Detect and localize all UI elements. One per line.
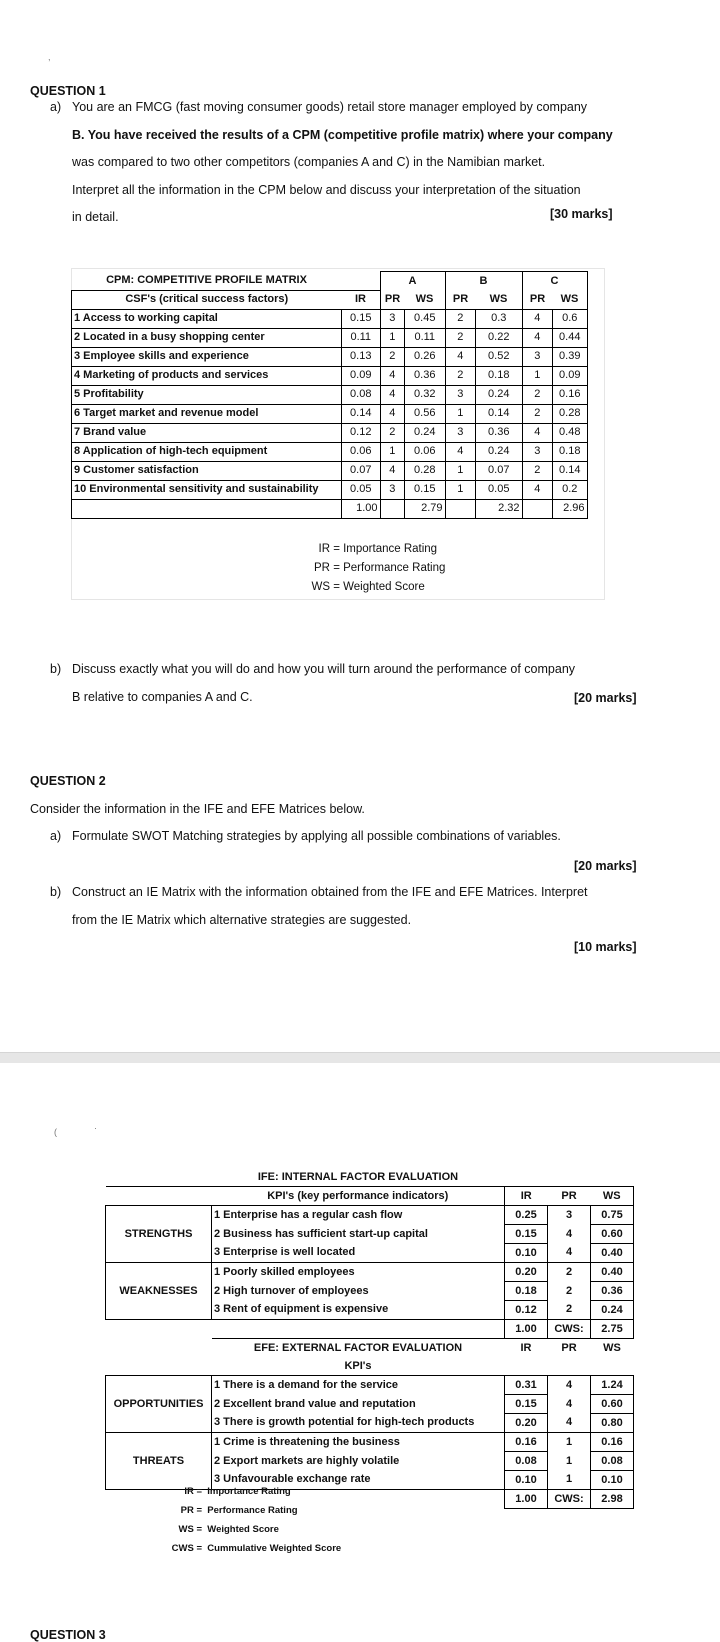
- ife-col-ir: IR: [505, 1187, 548, 1206]
- ife-legend-cws-value: Cummulative Weighted Score: [207, 1543, 342, 1554]
- ife-strengths: [106, 1206, 634, 1263]
- cpm-total-ir: 1.00: [342, 499, 381, 518]
- efe-col-ir: IR: [520, 1341, 532, 1354]
- opportunity-row: [106, 1414, 634, 1433]
- q1b-label: b): [50, 662, 62, 676]
- strength-kpi: 2 Business has sufficient start-up capital: [212, 1225, 505, 1244]
- weakness-ir: 0.12: [505, 1301, 548, 1320]
- q1a-text: [72, 94, 632, 232]
- cpm-c-ws: 0.2: [553, 480, 588, 499]
- strength-ws: 0.60: [591, 1225, 634, 1244]
- ife-legend-pr-key: PR =: [180, 1505, 202, 1516]
- cpm-col-a-pr: PR: [380, 290, 405, 309]
- cpm-a-ws: 0.15: [405, 480, 446, 499]
- cpm-company-c: C: [522, 272, 587, 291]
- q2-intro: Consider the information in the IFE and EFE Matrices below.: [30, 802, 365, 816]
- opportunity-ir: 0.15: [505, 1395, 548, 1414]
- cpm-csf: 9 Customer satisfaction: [72, 461, 342, 480]
- scan-mark: ,: [48, 52, 51, 62]
- strength-label-space: [106, 1206, 212, 1225]
- cpm-b-pr: 3: [445, 423, 476, 442]
- weakness-label-space: [106, 1301, 212, 1320]
- weakness-ws: 0.36: [591, 1282, 634, 1301]
- cpm-subtitle: CSF's (critical success factors): [72, 290, 342, 309]
- opportunity-ws: 0.80: [591, 1414, 634, 1433]
- q2a-label: a): [50, 829, 62, 843]
- weakness-kpi: 1 Poorly skilled employees: [212, 1263, 505, 1282]
- opportunity-pr: 4: [548, 1414, 591, 1433]
- threat-ws: 0.16: [591, 1433, 634, 1452]
- cpm-b-ws: 0.3: [476, 309, 523, 328]
- opportunity-kpi: 2 Excellent brand value and reputation: [212, 1395, 505, 1414]
- strength-kpi: 3 Enterprise is well located: [212, 1244, 505, 1263]
- efe-subtitle: KPI's: [344, 1359, 372, 1372]
- ife-subtitle: KPI's (key performance indicators): [212, 1187, 505, 1206]
- q2b-label: b): [50, 885, 62, 899]
- threat-kpi: 3 Unfavourable exchange rate: [212, 1471, 505, 1490]
- cpm-a-ws: 0.06: [405, 442, 446, 461]
- cpm-b-ws: 0.05: [476, 480, 523, 499]
- cpm-c-ws: 0.14: [553, 461, 588, 480]
- cpm-b-pr: 2: [445, 328, 476, 347]
- cpm-row: [72, 366, 588, 385]
- weakness-ir: 0.20: [505, 1263, 548, 1282]
- cpm-c-pr: 2: [522, 385, 553, 404]
- weakness-kpi: 2 High turnover of employees: [212, 1282, 505, 1301]
- ife-title: IFE: INTERNAL FACTOR EVALUATION: [257, 1170, 459, 1183]
- cpm-csf: 3 Employee skills and experience: [72, 347, 342, 366]
- threat-pr: 1: [548, 1471, 591, 1490]
- cpm-ir: 0.09: [342, 366, 381, 385]
- cpm-legend: [300, 540, 445, 597]
- cpm-a-ws: 0.28: [405, 461, 446, 480]
- cpm-col-c-pr: PR: [522, 290, 553, 309]
- ife-efe-table: [105, 1168, 634, 1509]
- ife-total-ir: 1.00: [505, 1320, 548, 1339]
- cpm-ir: 0.15: [342, 309, 381, 328]
- cpm-col-a-ws: WS: [415, 292, 434, 305]
- cpm-a-pr: 2: [380, 347, 405, 366]
- cpm-c-pr: 4: [522, 423, 553, 442]
- cpm-csf: 5 Profitability: [72, 385, 342, 404]
- cpm-ir: 0.05: [342, 480, 381, 499]
- cpm-c-pr: 3: [522, 442, 553, 461]
- weakness-label-space: [106, 1263, 212, 1282]
- cpm-row: [72, 423, 588, 442]
- cpm-row: [72, 385, 588, 404]
- cpm-legend-pr: PR = Performance Rating: [300, 559, 445, 578]
- strength-ws: 0.40: [591, 1244, 634, 1263]
- cpm-row: [72, 480, 588, 499]
- cpm-row: [72, 347, 588, 366]
- cpm-c-ws: 0.28: [553, 404, 588, 423]
- threat-ws: 0.08: [591, 1452, 634, 1471]
- q2b-text: [72, 879, 642, 934]
- cpm-b-ws: 0.22: [476, 328, 523, 347]
- cpm-c-ws: 0.44: [553, 328, 588, 347]
- cpm-ir: 0.12: [342, 423, 381, 442]
- threat-pr: 1: [565, 1454, 573, 1467]
- threat-row: [106, 1433, 634, 1452]
- strength-label: STRENGTHS: [106, 1225, 212, 1244]
- q2b-line-1: Construct an IE Matrix with the information obtained from the IFE and EFE Matrices. Interpret: [72, 885, 588, 899]
- strength-ws: 0.75: [591, 1206, 634, 1225]
- cpm-ir: 0.06: [342, 442, 381, 461]
- strength-ir: 0.15: [505, 1225, 548, 1244]
- cpm-b-ws: 0.24: [476, 385, 523, 404]
- cpm-b-pr: 4: [445, 347, 476, 366]
- cpm-legend-ws-value: Weighted Score: [343, 581, 425, 593]
- cpm-ir: 0.07: [342, 461, 381, 480]
- question-2-title: QUESTION 2: [30, 774, 106, 788]
- cpm-a-pr: 2: [380, 423, 405, 442]
- q1a-line-5: in detail.: [72, 210, 119, 224]
- cpm-legend-ir-key: IR: [318, 543, 330, 555]
- opportunity-ws: 1.24: [591, 1376, 634, 1395]
- cpm-csf: 10 Environmental sensitivity and sustainability: [72, 480, 342, 499]
- cpm-b-ws: 0.14: [476, 404, 523, 423]
- cpm-a-pr: 3: [380, 480, 405, 499]
- cpm-c-ws: 0.18: [553, 442, 588, 461]
- weakness-ws: 0.40: [591, 1263, 634, 1282]
- cpm-col-ir: IR: [342, 290, 381, 309]
- cpm-csf: 7 Brand value: [72, 423, 342, 442]
- weakness-row: [106, 1301, 634, 1320]
- cpm-b-pr: 4: [445, 442, 476, 461]
- q1a-line-3: was compared to two other competitors (companies A and C) in the Namibian market.: [72, 155, 546, 169]
- cpm-a-ws: 0.36: [405, 366, 446, 385]
- efe-threats: [106, 1433, 634, 1490]
- cpm-row: [72, 404, 588, 423]
- cpm-row: [72, 328, 588, 347]
- weakness-kpi: 3 Rent of equipment is expensive: [212, 1301, 505, 1320]
- ife-legend-ws-value: Weighted Score: [207, 1524, 279, 1535]
- efe-cws-label: CWS:: [548, 1490, 591, 1509]
- cpm-c-ws: 0.6: [553, 309, 588, 328]
- ife-col-pr: PR: [548, 1187, 591, 1206]
- strength-row: [106, 1206, 634, 1225]
- cpm-ir: 0.13: [342, 347, 381, 366]
- cpm-legend-pr-value: Performance Rating: [343, 562, 446, 574]
- cpm-c-ws: 0.09: [553, 366, 588, 385]
- cpm-b-pr: 1: [445, 480, 476, 499]
- cpm-a-ws: 0.26: [405, 347, 446, 366]
- cpm-company-a: A: [380, 272, 445, 291]
- question-3-title: QUESTION 3: [30, 1628, 106, 1642]
- cpm-legend-ir: IR = Importance Rating: [300, 540, 445, 559]
- strength-pr: 3: [548, 1206, 591, 1225]
- threat-ws: 0.10: [591, 1471, 634, 1490]
- q2a-text: Formulate SWOT Matching strategies by applying all possible combinations of variables.: [72, 829, 561, 843]
- opportunity-kpi: 1 There is a demand for the service: [212, 1376, 505, 1395]
- cpm-c-pr: 2: [522, 461, 553, 480]
- cpm-a-ws: 0.24: [405, 423, 446, 442]
- cpm-c-pr: 2: [522, 404, 553, 423]
- opportunity-pr: 4: [565, 1397, 573, 1410]
- ife-cws: 2.75: [591, 1320, 634, 1339]
- scan-mark-3: ·: [94, 1123, 97, 1133]
- cpm-c-pr: 4: [522, 309, 553, 328]
- weakness-pr: 2: [548, 1263, 591, 1282]
- q1a-line-1: You are an FMCG (fast moving consumer goods) retail store manager employed by company: [72, 100, 588, 114]
- threat-label: THREATS: [106, 1452, 212, 1471]
- cpm-col-b-ws: WS: [489, 292, 508, 305]
- ife-col-ws: WS: [591, 1187, 634, 1206]
- cpm-b-ws: 0.36: [476, 423, 523, 442]
- cpm-a-pr: 4: [380, 404, 405, 423]
- q1b-line-2: B relative to companies A and C.: [72, 689, 253, 704]
- cpm-b-ws: 0.52: [476, 347, 523, 366]
- ife-legend-cws-key: CWS =: [171, 1543, 202, 1554]
- cpm-company-b: B: [445, 272, 522, 291]
- ife-legend-ir: [150, 1482, 341, 1501]
- cpm-b-ws: 0.18: [476, 366, 523, 385]
- cpm-total-a-ws: 2.79: [405, 499, 446, 518]
- opportunity-label: OPPORTUNITIES: [106, 1395, 212, 1414]
- cpm-c-ws: 0.48: [553, 423, 588, 442]
- strength-ir: 0.25: [505, 1206, 548, 1225]
- q2b-marks: [10 marks]: [574, 940, 637, 954]
- strength-ir: 0.10: [505, 1244, 548, 1263]
- q2a-marks: [20 marks]: [574, 859, 637, 873]
- cpm-legend-ws-key: WS: [311, 581, 330, 593]
- weakness-row: [106, 1263, 634, 1282]
- cpm-a-pr: 4: [380, 461, 405, 480]
- cpm-title: CPM: COMPETITIVE PROFILE MATRIX: [106, 274, 307, 286]
- efe-title: EFE: EXTERNAL FACTOR EVALUATION: [212, 1339, 505, 1358]
- opportunity-label-space: [106, 1376, 212, 1395]
- threat-ir: 0.16: [505, 1433, 548, 1452]
- ife-cws-label: CWS:: [548, 1320, 591, 1339]
- q1a-marks: [30 marks]: [550, 207, 613, 221]
- cpm-b-ws: 0.07: [476, 461, 523, 480]
- opportunity-ir: 0.31: [505, 1376, 548, 1395]
- cpm-a-ws: 0.11: [405, 328, 446, 347]
- scan-mark-2: (: [54, 1127, 57, 1137]
- q1b-line-1: Discuss exactly what you will do and how you will turn around the performance of company: [72, 662, 576, 676]
- cpm-total-blank: [72, 499, 342, 518]
- efe-cws: 2.98: [591, 1490, 634, 1509]
- cpm-row: [72, 461, 588, 480]
- strength-pr: 4: [565, 1227, 573, 1240]
- cpm-c-pr: 4: [522, 480, 553, 499]
- strength-kpi: 1 Enterprise has a regular cash flow: [212, 1206, 505, 1225]
- cpm-a-pr: 1: [380, 328, 405, 347]
- threat-kpi: 1 Crime is threatening the business: [212, 1433, 505, 1452]
- question-1-title: QUESTION 1: [30, 84, 106, 98]
- strength-row: [106, 1225, 634, 1244]
- q1a-line-2: [72, 122, 632, 150]
- ife-legend-ws-key: WS =: [178, 1524, 202, 1535]
- efe-total-ir: 1.00: [505, 1490, 548, 1509]
- threat-label-space: [106, 1433, 212, 1452]
- strength-label-space: [106, 1244, 212, 1263]
- cpm-b-ws: 0.24: [476, 442, 523, 461]
- cpm-ir: 0.11: [342, 328, 381, 347]
- weakness-pr: 2: [565, 1284, 573, 1297]
- q2b-line-2: from the IE Matrix which alternative strategies are suggested.: [72, 912, 412, 927]
- efe-col-ws: WS: [603, 1341, 621, 1354]
- cpm-c-pr: 4: [522, 328, 553, 347]
- opportunity-ir: 0.20: [505, 1414, 548, 1433]
- cpm-a-ws: 0.56: [405, 404, 446, 423]
- cpm-a-ws: 0.45: [405, 309, 446, 328]
- ife-legend-ws: [150, 1520, 341, 1539]
- cpm-row: [72, 309, 588, 328]
- efe-opportunities: [106, 1376, 634, 1433]
- weakness-ws: 0.24: [591, 1301, 634, 1320]
- strength-row: [106, 1244, 634, 1263]
- cpm-ir: 0.14: [342, 404, 381, 423]
- ife-legend-ir-value: Importance Rating: [207, 1486, 291, 1497]
- cpm-a-pr: 1: [380, 442, 405, 461]
- opportunity-label-space: [106, 1414, 212, 1433]
- cpm-a-ws: 0.32: [405, 385, 446, 404]
- cpm-csf: 6 Target market and revenue model: [72, 404, 342, 423]
- cpm-c-ws: 0.16: [553, 385, 588, 404]
- cpm-row: [72, 442, 588, 461]
- cpm-body: [72, 309, 588, 499]
- cpm-b-pr: 2: [445, 366, 476, 385]
- q1b-marks: [20 marks]: [574, 691, 637, 705]
- cpm-c-ws: 0.39: [553, 347, 588, 366]
- ife-weaknesses: [106, 1263, 634, 1320]
- threat-ir: 0.10: [505, 1471, 548, 1490]
- cpm-b-pr: 1: [445, 461, 476, 480]
- ife-legend-pr-value: Performance Rating: [207, 1505, 298, 1516]
- cpm-a-pr: 4: [380, 385, 405, 404]
- ife-legend-pr: [150, 1501, 341, 1520]
- opportunity-pr: 4: [548, 1376, 591, 1395]
- ife-legend-cws: [150, 1539, 341, 1558]
- q1a-line-2-b: B. You have received the results of a CPM (competitive profile matrix) where your company: [72, 127, 613, 142]
- opportunity-kpi: 3 There is growth potential for high-tech products: [212, 1414, 505, 1433]
- cpm-b-pr: 3: [445, 385, 476, 404]
- ife-legend-ir-key: IR =: [184, 1486, 202, 1497]
- cpm-c-pr: 3: [522, 347, 553, 366]
- cpm-csf: 4 Marketing of products and services: [72, 366, 342, 385]
- cpm-a-pr: 4: [380, 366, 405, 385]
- cpm-ir: 0.08: [342, 385, 381, 404]
- q1a-label: a): [50, 100, 62, 114]
- efe-col-pr: PR: [561, 1341, 577, 1354]
- threat-kpi: 2 Export markets are highly volatile: [212, 1452, 505, 1471]
- weakness-label: WEAKNESSES: [106, 1282, 212, 1301]
- threat-ir: 0.08: [505, 1452, 548, 1471]
- cpm-b-pr: 1: [445, 404, 476, 423]
- opportunity-row: [106, 1395, 634, 1414]
- threat-row: [106, 1452, 634, 1471]
- weakness-ir: 0.18: [505, 1282, 548, 1301]
- q1a-line-4: Interpret all the information in the CPM below and discuss your interpretation of the situation: [72, 182, 581, 197]
- cpm-col-c-ws: WS: [553, 290, 588, 309]
- cpm-a-pr: 3: [380, 309, 405, 328]
- weakness-row: [106, 1282, 634, 1301]
- cpm-legend-ir-value: Importance Rating: [343, 543, 438, 555]
- cpm-csf: 8 Application of high-tech equipment: [72, 442, 342, 461]
- ife-efe-legend: [150, 1482, 341, 1558]
- cpm-legend-pr-key: PR: [314, 562, 330, 574]
- cpm-total-b-ws: 2.32: [476, 499, 523, 518]
- opportunity-ws: 0.60: [591, 1395, 634, 1414]
- strength-pr: 4: [548, 1244, 591, 1263]
- cpm-c-pr: 1: [522, 366, 553, 385]
- cpm-b-pr: 2: [445, 309, 476, 328]
- cpm-csf: 2 Located in a busy shopping center: [72, 328, 342, 347]
- cpm-total-c-ws: 2.96: [553, 499, 588, 518]
- weakness-pr: 2: [548, 1301, 591, 1320]
- cpm-col-b-pr: PR: [445, 290, 476, 309]
- threat-pr: 1: [548, 1433, 591, 1452]
- cpm-table: [71, 271, 588, 519]
- opportunity-row: [106, 1376, 634, 1395]
- q1b-text: [72, 656, 632, 711]
- cpm-legend-ws: WS = Weighted Score: [300, 578, 445, 597]
- cpm-csf: 1 Access to working capital: [72, 309, 342, 328]
